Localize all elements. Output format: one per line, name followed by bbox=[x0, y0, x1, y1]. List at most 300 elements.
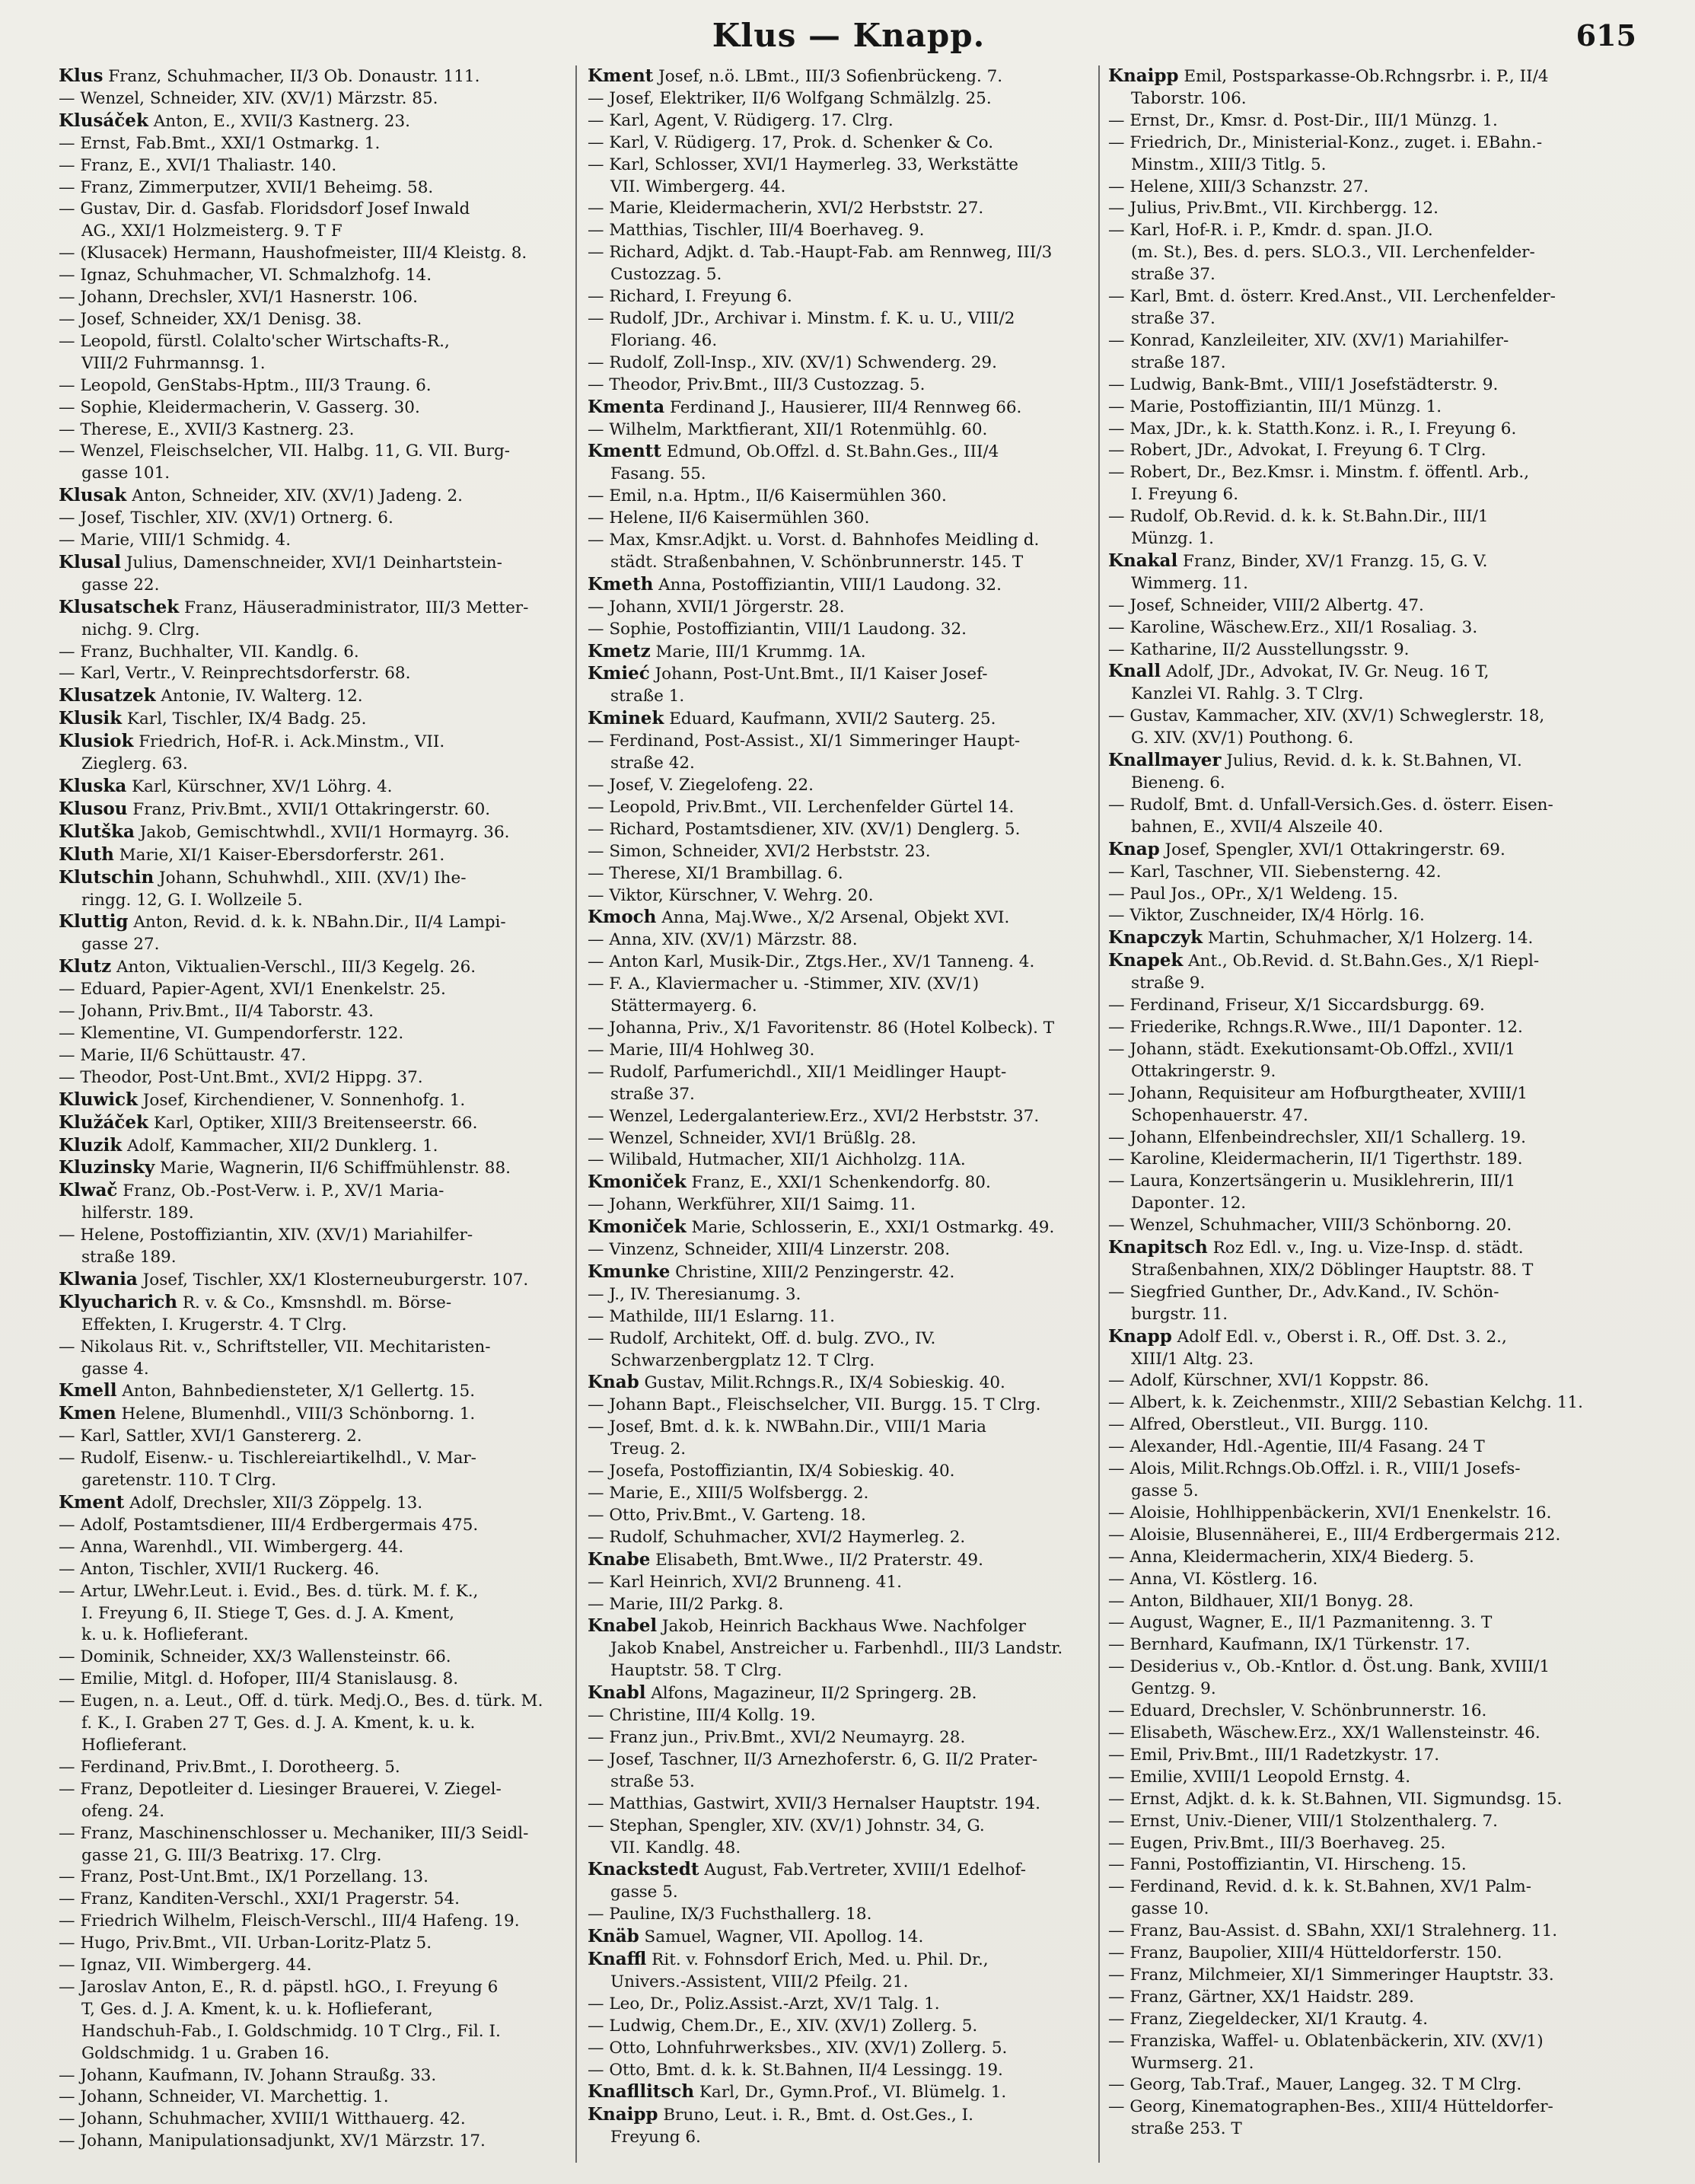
entry-text: Christine, XIII/2 Penzingerstr. 42. bbox=[670, 1262, 955, 1282]
entry-text: — Wenzel, Schuhmacher, VIII/3 Schönborng. 20. bbox=[1108, 1216, 1512, 1235]
directory-entry bbox=[1105, 1899, 1626, 1921]
entry-text: — Ferdinand, Revid. d. k. k. St.Bahnen, XV/1 Palm- bbox=[1108, 1877, 1532, 1897]
entry-text: — Johann, Drechsler, XVI/1 Hasnerstr. 106. bbox=[59, 288, 418, 308]
directory-entry bbox=[56, 1801, 581, 1823]
entry-text: — Josef, Taschner, II/3 Arnezhoferstr. 6, G. II/2 Prater- bbox=[588, 1749, 1038, 1769]
entry-text: — Josefa, Postoffiziantin, IX/4 Sobieskig. 40. bbox=[588, 1462, 955, 1481]
directory-entry bbox=[1105, 2053, 1626, 2075]
directory-entry bbox=[585, 1062, 1110, 1084]
entry-text: — Alois, Milit.Rchngs.Ob.Offzl. i. R., VIII/1 Josefs- bbox=[1108, 1459, 1521, 1479]
entry-text: Hoflieferant. bbox=[81, 1735, 187, 1755]
entry-surname: Klusal bbox=[59, 551, 122, 572]
entry-text: — Anna, VI. Köstlerg. 16. bbox=[1108, 1569, 1318, 1589]
entry-text: — Marie, Kleidermacherin, XVI/2 Herbststr. 27. bbox=[588, 199, 984, 218]
directory-entry bbox=[585, 1306, 1110, 1328]
entry-text: — Alexander, Hdl.-Agentie, III/4 Fasang. 24 T bbox=[1108, 1437, 1485, 1457]
directory-entry bbox=[1105, 1634, 1626, 1656]
entry-text: G. XIV. (XV/1) Pouthong. 6. bbox=[1131, 729, 1354, 748]
directory-entry bbox=[585, 863, 1110, 885]
entry-surname: Kmieć bbox=[588, 663, 650, 684]
entry-surname: Kluska bbox=[59, 776, 127, 796]
directory-entry bbox=[585, 1594, 1110, 1616]
entry-text: Straßenbahnen, XIX/2 Döblinger Hauptstr. 88. T bbox=[1131, 1260, 1534, 1280]
entry-text: — Ernst, Univ.-Diener, VIII/1 Stolzenthalerg. 7. bbox=[1108, 1811, 1499, 1831]
directory-entry bbox=[585, 1439, 1110, 1461]
entry-surname: Klusatschek bbox=[59, 596, 180, 617]
entry-text: — Christine, III/4 Kollg. 19. bbox=[588, 1706, 816, 1726]
entry-text: straße 189. bbox=[81, 1248, 177, 1267]
directory-entry bbox=[56, 1977, 581, 1999]
entry-text: Samuel, Wagner, VII. Apollog. 14. bbox=[639, 1927, 924, 1947]
entry-text: — Johann, Requisiteur am Hofburgtheater, XVIII/1 bbox=[1108, 1083, 1528, 1103]
directory-entry bbox=[56, 1889, 581, 1911]
directory-entry bbox=[1105, 1017, 1626, 1039]
entry-text: — Rudolf, JDr., Archivar i. Minstm. f. K. u. U., VIII/2 bbox=[588, 308, 1015, 328]
entry-text: — Karl, Hof-R. i. P., Kmdr. d. span. JI.O. bbox=[1108, 221, 1433, 241]
directory-entry bbox=[1105, 661, 1626, 684]
directory-entry bbox=[1105, 1525, 1626, 1547]
entry-text: Adolf, Drechsler, XII/3 Zöppelg. 13. bbox=[124, 1494, 423, 1513]
entry-text: Josef, Tischler, XX/1 Klosterneuburgerstr. 107. bbox=[137, 1270, 529, 1290]
directory-entry bbox=[56, 1380, 581, 1403]
directory-entry bbox=[585, 1527, 1110, 1549]
directory-entry bbox=[585, 1572, 1110, 1594]
directory-entry bbox=[585, 1859, 1110, 1882]
directory-entry bbox=[585, 552, 1110, 574]
entry-text: Anton, E., XVII/3 Kastnerg. 23. bbox=[148, 111, 410, 131]
entry-text: — (Klusacek) Hermann, Haushofmeister, III/4 Kleistg. 8. bbox=[59, 244, 527, 263]
entry-text: — Rudolf, Ob.Revid. d. k. k. St.Bahn.Dir., III/1 bbox=[1108, 507, 1489, 527]
directory-entry bbox=[585, 1816, 1110, 1838]
entry-text: Franz, Priv.Bmt., XVII/1 Ottakringerstr. 60. bbox=[127, 799, 491, 819]
directory-entry bbox=[1105, 927, 1626, 950]
directory-entry bbox=[1105, 1612, 1626, 1634]
directory-entry bbox=[585, 308, 1110, 330]
entry-text: Taborstr. 106. bbox=[1131, 88, 1247, 108]
directory-entry bbox=[56, 309, 581, 331]
entry-text: Marie, XI/1 Kaiser-Ebersdorferstr. 261. bbox=[113, 845, 445, 865]
entry-text: — Konrad, Kanzleileiter, XIV. (XV/1) Mariahilfer- bbox=[1108, 330, 1509, 350]
entry-surname: Knapp bbox=[1108, 1325, 1172, 1347]
directory-entry bbox=[1105, 1237, 1626, 1260]
entry-surname: Kluzinsky bbox=[59, 1157, 155, 1178]
entry-text: — Hugo, Priv.Bmt., VII. Urban-Loritz-Platz 5. bbox=[59, 1934, 432, 1953]
directory-entry bbox=[1105, 1723, 1626, 1745]
entry-text: — Emil, Priv.Bmt., III/1 Radetzkystr. 17. bbox=[1108, 1745, 1440, 1765]
entry-text: Eduard, Kaufmann, XVII/2 Sauterg. 25. bbox=[664, 709, 996, 729]
directory-entry bbox=[585, 574, 1110, 597]
directory-entry bbox=[56, 199, 581, 221]
entry-text: — Wilhelm, Marktfierant, XII/1 Rotenmühlg. 60. bbox=[588, 419, 988, 439]
entry-surname: Knackstedt bbox=[588, 1859, 699, 1880]
directory-entry bbox=[56, 287, 581, 309]
directory-entry bbox=[56, 685, 581, 708]
directory-entry bbox=[56, 177, 581, 199]
entry-text: — Johann, Kaufmann, IV. Johann Straußg. 33. bbox=[59, 2065, 437, 2085]
column-1 bbox=[56, 65, 581, 2166]
entry-text: Franz, Ob.-Post-Verw. i. P., XV/1 Maria- bbox=[117, 1181, 444, 1201]
entry-text: straße 253. T bbox=[1131, 2119, 1242, 2139]
entry-text: garetenstr. 110. T Clrg. bbox=[81, 1471, 277, 1491]
page-number: 615 bbox=[1576, 18, 1636, 53]
entry-text: — Viktor, Kürschner, V. Wehrg. 20. bbox=[588, 885, 874, 905]
directory-entry bbox=[585, 1972, 1110, 1994]
entry-text: — Siegfried Gunther, Dr., Adv.Kand., IV. Schön- bbox=[1108, 1282, 1499, 1302]
entry-text: — Ernst, Adjkt. d. k. k. St.Bahnen, VII. Sigmundsg. 15. bbox=[1108, 1789, 1563, 1809]
directory-entry bbox=[585, 1615, 1110, 1638]
entry-text: — Karl, Taschner, VII. Siebensterng. 42. bbox=[1108, 862, 1442, 882]
directory-entry bbox=[1105, 1149, 1626, 1171]
entry-text: — Franziska, Waffel- u. Oblatenbäckerin, XIV. (XV/1) bbox=[1108, 2031, 1544, 2051]
entry-text: Treug. 2. bbox=[610, 1440, 687, 1459]
directory-entry bbox=[585, 819, 1110, 841]
entry-text: R. v. & Co., Kmsnshdl. m. Börse- bbox=[177, 1293, 452, 1312]
entry-text: k. u. k. Hoflieferant. bbox=[81, 1625, 249, 1645]
directory-entry bbox=[585, 375, 1110, 397]
entry-text: gasse 101. bbox=[81, 464, 170, 483]
directory-entry bbox=[1105, 110, 1626, 132]
entry-surname: Knakal bbox=[1108, 550, 1178, 571]
directory-entry bbox=[585, 1194, 1110, 1216]
directory-entry bbox=[1105, 264, 1626, 286]
directory-entry bbox=[1105, 1921, 1626, 1943]
directory-entry bbox=[56, 65, 581, 88]
directory-entry bbox=[1105, 242, 1626, 264]
directory-entry bbox=[585, 1350, 1110, 1373]
entry-text: — Josef, Schneider, XX/1 Denisg. 38. bbox=[59, 309, 362, 329]
directory-entry bbox=[56, 1999, 581, 2021]
entry-text: Josef, n.ö. LBmt., III/3 Sofienbrückeng. 7. bbox=[653, 67, 1003, 86]
entry-surname: Knapczyk bbox=[1108, 927, 1203, 949]
entry-text: — Otto, Bmt. d. k. k. St.Bahnen, II/4 Lessingg. 19. bbox=[588, 2060, 1003, 2080]
directory-entry bbox=[585, 441, 1110, 464]
entry-text: ringg. 12, G. I. Wollzeile 5. bbox=[81, 890, 303, 910]
entry-text: Karl, Optiker, XIII/3 Breitenseerstr. 66. bbox=[148, 1113, 478, 1133]
entry-surname: Knabe bbox=[588, 1548, 651, 1570]
directory-entry bbox=[585, 486, 1110, 508]
directory-entry bbox=[56, 642, 581, 664]
entry-text: — Johann, Manipulationsadjunkt, XV/1 Märzstr. 17. bbox=[59, 2131, 486, 2151]
directory-entry bbox=[1105, 1171, 1626, 1193]
directory-entry bbox=[56, 1669, 581, 1691]
entry-text: Goldschmidg. 1 u. Graben 16. bbox=[81, 2043, 330, 2063]
directory-entry bbox=[56, 397, 581, 419]
entry-text: — Franz, Zimmerputzer, XVII/1 Beheimg. 58. bbox=[59, 177, 434, 197]
entry-text: — Mathilde, III/1 Eslarng. 11. bbox=[588, 1306, 835, 1326]
directory-entry bbox=[585, 132, 1110, 155]
directory-entry bbox=[1105, 1943, 1626, 1965]
entry-text: — Anton, Bildhauer, XII/1 Bonyg. 28. bbox=[1108, 1591, 1414, 1611]
entry-text: Elisabeth, Bmt.Wwe., II/2 Praterstr. 49. bbox=[650, 1550, 983, 1570]
directory-entry bbox=[585, 1461, 1110, 1483]
entry-text: — Josef, Bmt. d. k. k. NWBahn.Dir., VIII/1 Maria bbox=[588, 1417, 986, 1437]
entry-text: — Franz, Bau-Assist. d. SBahn, XXI/1 Stralehnerg. 11. bbox=[1108, 1921, 1558, 1941]
entry-text: nichg. 9. Clrg. bbox=[81, 620, 200, 639]
entry-text: VII. Kandlg. 48. bbox=[610, 1838, 741, 1857]
directory-entry bbox=[585, 330, 1110, 352]
directory-entry bbox=[585, 2016, 1110, 2038]
directory-entry bbox=[585, 974, 1110, 996]
directory-entry bbox=[56, 1112, 581, 1135]
entry-text: — Otto, Priv.Bmt., V. Garteng. 18. bbox=[588, 1505, 866, 1525]
entry-text: — Gustav, Kammacher, XIV. (XV/1) Schweglerstr. 18, bbox=[1108, 706, 1545, 726]
entry-text: — Franz, Baupolier, XIII/4 Hütteldorferstr. 150. bbox=[1108, 1943, 1502, 1963]
entry-text: — Helene, XIII/3 Schanzstr. 27. bbox=[1108, 177, 1369, 196]
entry-text: Ferdinand J., Hausierer, III/4 Rennweg 66. bbox=[664, 397, 1022, 417]
directory-entry bbox=[56, 821, 581, 844]
directory-entry bbox=[1105, 773, 1626, 795]
entry-text: Jakob, Gemischtwhdl., XVII/1 Hormayrg. 36. bbox=[134, 822, 510, 842]
directory-entry bbox=[1105, 1260, 1626, 1282]
entry-text: — Richard, I. Freyung 6. bbox=[588, 287, 792, 307]
directory-entry bbox=[56, 1337, 581, 1359]
entry-text: — Sophie, Postoffiziantin, VIII/1 Laudong. 32. bbox=[588, 619, 967, 639]
entry-text: Jakob, Heinrich Backhaus Wwe. Nachfolger bbox=[657, 1617, 1026, 1637]
entry-text: gasse 22. bbox=[81, 575, 160, 595]
directory-entry bbox=[585, 1505, 1110, 1527]
directory-entry bbox=[56, 1157, 581, 1180]
entry-text: Anton, Viktualien-Verschl., III/3 Kegelg. 26. bbox=[111, 958, 476, 977]
entry-text: straße 37. bbox=[1131, 265, 1215, 285]
directory-entry bbox=[585, 797, 1110, 819]
entry-text: — Karl, Agent, V. Rüdigerg. 17. Clrg. bbox=[588, 110, 894, 130]
entry-surname: Kmunke bbox=[588, 1261, 671, 1282]
entry-text: — Bernhard, Kaufmann, IX/1 Türkenstr. 17. bbox=[1108, 1635, 1470, 1655]
entry-surname: Klusik bbox=[59, 708, 123, 729]
entry-text: I. Freyung 6. bbox=[1131, 485, 1239, 505]
directory-entry bbox=[585, 419, 1110, 442]
entry-text: — Aloisie, Hohlhippenbäckerin, XVI/1 Enenkelstr. 16. bbox=[1108, 1503, 1552, 1522]
directory-entry bbox=[56, 1757, 581, 1779]
entry-text: Adolf Edl. v., Oberst i. R., Off. Dst. 3. 2., bbox=[1171, 1327, 1507, 1347]
directory-entry bbox=[585, 88, 1110, 110]
entry-text: — Karl, Bmt. d. österr. Kred.Anst., VII. Lerchenfelder- bbox=[1108, 287, 1556, 307]
entry-text: hilferstr. 189. bbox=[81, 1204, 194, 1223]
directory-entry bbox=[56, 331, 581, 353]
entry-text: Franz, Schuhmacher, II/3 Ob. Donaustr. 111. bbox=[103, 67, 480, 86]
entry-text: — Anton Karl, Musik-Dir., Ztgs.Her., XV/1 Tanneng. 4. bbox=[588, 952, 1035, 972]
directory-entry bbox=[1105, 1083, 1626, 1105]
entry-text: — Viktor, Zuschneider, IX/4 Hörlg. 16. bbox=[1108, 906, 1425, 926]
entry-text: — Marie, Postoffiziantin, III/1 Münzg. 1. bbox=[1108, 397, 1442, 416]
directory-entry bbox=[585, 597, 1110, 619]
directory-entry bbox=[1105, 839, 1626, 862]
entry-text: — Marie, III/2 Parkg. 8. bbox=[588, 1594, 784, 1614]
directory-entry bbox=[56, 1470, 581, 1492]
entry-surname: Kmetz bbox=[588, 640, 651, 662]
directory-entry bbox=[585, 352, 1110, 375]
directory-entry bbox=[56, 1537, 581, 1559]
directory-entry bbox=[56, 530, 581, 552]
page-title: Klus — Knapp. bbox=[712, 17, 986, 54]
directory-entry bbox=[1105, 1854, 1626, 1876]
directory-entry bbox=[1105, 617, 1626, 639]
directory-entry bbox=[585, 1149, 1110, 1172]
entry-text: — Alfred, Oberstleut., VII. Burgg. 110. bbox=[1108, 1415, 1429, 1435]
directory-entry bbox=[56, 956, 581, 979]
entry-text: — Rudolf, Parfumerichdl., XII/1 Meidlinger Haupt- bbox=[588, 1062, 1007, 1082]
entry-text: Josef, Spengler, XVI/1 Ottakringerstr. 69. bbox=[1159, 840, 1505, 859]
entry-text: Münzg. 1. bbox=[1131, 529, 1214, 549]
entry-text: Adolf, JDr., Advokat, IV. Gr. Neug. 16 T, bbox=[1161, 662, 1489, 682]
directory-entry bbox=[1105, 1569, 1626, 1591]
entry-text: — Anna, Warenhdl., VII. Wimbergerg. 44. bbox=[59, 1537, 404, 1557]
directory-entry bbox=[1105, 750, 1626, 773]
entry-text: — Matthias, Tischler, III/4 Boerhaveg. 9. bbox=[588, 221, 925, 241]
entry-text: gasse 10. bbox=[1131, 1899, 1209, 1919]
entry-text: — Karl, Vertr., V. Reinprechtsdorferstr. 68. bbox=[59, 664, 411, 684]
directory-entry bbox=[585, 641, 1110, 664]
directory-entry bbox=[1105, 506, 1626, 528]
directory-entry bbox=[1105, 1414, 1626, 1436]
entry-text: — Rudolf, Bmt. d. Unfall-Versich.Ges. d. österr. Eisen- bbox=[1108, 795, 1553, 815]
directory-entry bbox=[1105, 1392, 1626, 1414]
entry-text: gasse 5. bbox=[1131, 1481, 1199, 1500]
directory-entry bbox=[56, 485, 581, 508]
directory-entry bbox=[1105, 550, 1626, 573]
entry-text: — Franz, Maschinenschlosser u. Mechaniker, III/3 Seidl- bbox=[59, 1823, 529, 1843]
directory-entry bbox=[1105, 177, 1626, 199]
entry-text: Bruno, Leut. i. R., Bmt. d. Ost.Ges., I. bbox=[658, 2106, 973, 2125]
directory-entry bbox=[56, 1933, 581, 1955]
entry-text: — Marie, VIII/1 Schmidg. 4. bbox=[59, 531, 292, 550]
entry-text: — Franz, Depotleiter d. Liesinger Brauerei, V. Ziegel- bbox=[59, 1779, 502, 1799]
entry-surname: Knaffl bbox=[588, 1949, 647, 1970]
entry-text: — Max, JDr., k. k. Statth.Konz. i. R., I. Freyung 6. bbox=[1108, 419, 1517, 438]
entry-text: — Aloisie, Blusennäherei, E., III/4 Erdbergermais 212. bbox=[1108, 1525, 1561, 1545]
entry-text: — Franz, Ziegeldecker, XI/1 Krautg. 4. bbox=[1108, 2009, 1429, 2029]
entry-text: Anton, Schneider, XIV. (XV/1) Jadeng. 2. bbox=[126, 486, 464, 506]
directory-entry bbox=[585, 198, 1110, 220]
directory-entry bbox=[56, 799, 581, 821]
directory-entry bbox=[585, 1284, 1110, 1306]
directory-entry bbox=[1105, 1349, 1626, 1371]
directory-entry bbox=[585, 155, 1110, 177]
entry-text: — Karl, Schlosser, XVI/1 Haymerleg. 33, Werkstätte bbox=[588, 155, 1018, 174]
entry-surname: Kment bbox=[588, 65, 654, 86]
directory-entry bbox=[1105, 308, 1626, 330]
directory-entry bbox=[56, 1515, 581, 1537]
entry-text: — Emil, n.a. Hptm., II/6 Kaisermühlen 360. bbox=[588, 486, 947, 506]
directory-entry bbox=[585, 1705, 1110, 1727]
entry-text: — Leo, Dr., Poliz.Assist.-Arzt, XV/1 Talg. 1. bbox=[588, 1994, 940, 2013]
entry-text: Karl, Kürschner, XV/1 Löhrg. 4. bbox=[126, 777, 393, 796]
entry-surname: Kluzik bbox=[59, 1134, 123, 1156]
directory-entry bbox=[56, 133, 581, 155]
entry-text: Friedrich, Hof-R. i. Ack.Minstm., VII. bbox=[133, 732, 445, 752]
entry-text: — Emilie, XVIII/1 Leopold Ernstg. 4. bbox=[1108, 1767, 1411, 1787]
entry-text: — Ludwig, Chem.Dr., E., XIV. (XV/1) Zollerg. 5. bbox=[588, 2016, 978, 2036]
entry-text: — Matthias, Gastwirt, XVII/3 Hernalser Hauptstr. 194. bbox=[588, 1793, 1040, 1813]
directory-entry bbox=[1105, 462, 1626, 484]
entry-text: — Marie, E., XIII/5 Wolfsbergg. 2. bbox=[588, 1484, 869, 1503]
entry-text: gasse 21, G. III/3 Beatrixg. 17. Clrg. bbox=[81, 1845, 382, 1865]
entry-surname: Klwania bbox=[59, 1268, 138, 1290]
page-header bbox=[53, 17, 1644, 70]
entry-text: f. K., I. Graben 27 T, Ges. d. J. A. Kment, k. u. k. bbox=[81, 1714, 476, 1733]
entry-text: — Josef, Schneider, VIII/2 Albertg. 47. bbox=[1108, 595, 1424, 615]
entry-text: — Desiderius v., Ob.-Kntlor. d. Öst.ung. Bank, XVIII/1 bbox=[1108, 1657, 1550, 1677]
entry-text: Johann, Post-Unt.Bmt., II/1 Kaiser Josef- bbox=[649, 665, 988, 684]
directory-entry bbox=[56, 597, 581, 620]
entry-text: — Nikolaus Rit. v., Schriftsteller, VII. Mechitaristen- bbox=[59, 1337, 491, 1357]
directory-entry bbox=[1105, 1304, 1626, 1326]
directory-entry bbox=[56, 1492, 581, 1515]
directory-entry bbox=[56, 419, 581, 442]
directory-entry bbox=[56, 1067, 581, 1089]
directory-entry bbox=[585, 1904, 1110, 1926]
directory-entry bbox=[585, 1727, 1110, 1749]
entry-text: Roz Edl. v., Ing. u. Vize-Insp. d. städt. bbox=[1207, 1239, 1524, 1258]
entry-text: Bieneng. 6. bbox=[1131, 773, 1225, 792]
directory-entry bbox=[585, 1638, 1110, 1660]
entry-text: — Sophie, Kleidermacherin, V. Gasserg. 30. bbox=[59, 397, 420, 417]
entry-text: — Franz, Kanditen-Verschl., XXI/1 Pragerstr. 54. bbox=[59, 1889, 460, 1909]
column-3 bbox=[1105, 65, 1626, 2166]
directory-entry bbox=[1105, 2074, 1626, 2096]
directory-entry bbox=[56, 2131, 581, 2153]
directory-entry bbox=[1105, 2031, 1626, 2053]
entry-text: Wimmerg. 11. bbox=[1131, 573, 1248, 593]
entry-text: Franz, E., XXI/1 Schenkendorfg. 80. bbox=[686, 1173, 991, 1193]
entry-text: — Johann, städt. Exekutionsamt-Ob.Offzl., XVII/1 bbox=[1108, 1039, 1515, 1059]
directory-entry bbox=[1105, 1811, 1626, 1833]
entry-text: straße 37. bbox=[1131, 308, 1215, 328]
directory-entry bbox=[56, 2065, 581, 2087]
directory-entry bbox=[1105, 595, 1626, 617]
directory-entry bbox=[1105, 528, 1626, 550]
entry-text: Adolf, Kammacher, XII/2 Dunklerg. 1. bbox=[122, 1136, 438, 1156]
directory-entry bbox=[1105, 1193, 1626, 1215]
entry-text: Julius, Revid. d. k. k. St.Bahnen, VI. bbox=[1221, 751, 1522, 771]
entry-text: — Pauline, IX/3 Fuchsthallerg. 18. bbox=[588, 1905, 872, 1924]
entry-text: — Johanna, Priv., X/1 Favoritenstr. 86 (Hotel Kolbeck). T bbox=[588, 1018, 1055, 1038]
entry-surname: Knabel bbox=[588, 1615, 658, 1637]
entry-text: — Katharine, II/2 Ausstellungsstr. 9. bbox=[1108, 639, 1410, 659]
entry-text: — Rudolf, Eisenw.- u. Tischlereiartikelhdl., V. Mar- bbox=[59, 1449, 476, 1468]
entry-text: Franz, Häuseradministrator, III/3 Metter- bbox=[179, 598, 529, 617]
directory-entry bbox=[1105, 817, 1626, 839]
directory-entry bbox=[56, 1023, 581, 1045]
entry-text: Franz, Binder, XV/1 Franzg. 15, G. V. bbox=[1177, 551, 1488, 571]
directory-entry bbox=[56, 375, 581, 397]
entry-surname: Klužáček bbox=[59, 1111, 148, 1133]
directory-entry bbox=[1105, 1876, 1626, 1899]
directory-entry bbox=[1105, 1789, 1626, 1811]
entry-text: — Johann, Schuhmacher, XVIII/1 Witthauerg. 42. bbox=[59, 2109, 466, 2129]
directory-entry bbox=[1105, 1591, 1626, 1613]
directory-entry bbox=[56, 1001, 581, 1023]
entry-text: — Georg, Tab.Traf., Mauer, Langeg. 32. T M Clrg. bbox=[1108, 2075, 1522, 2095]
directory-entry bbox=[585, 929, 1110, 952]
entry-text: Edmund, Ob.Offzl. d. St.Bahn.Ges., III/4 bbox=[661, 442, 999, 462]
entry-text: Emil, Postsparkasse-Ob.Rchngsrbr. i. P., II/4 bbox=[1178, 67, 1549, 86]
entry-surname: Klus bbox=[59, 65, 104, 86]
entry-text: — Friedrich, Dr., Ministerial-Konz., zuget. i. EBahn.- bbox=[1108, 132, 1543, 152]
directory-entry bbox=[56, 754, 581, 776]
entry-text: — Josef, Elektriker, II/6 Wolfgang Schmälzlg. 25. bbox=[588, 88, 992, 108]
directory-entry bbox=[585, 397, 1110, 419]
entry-surname: Kmen bbox=[59, 1403, 116, 1424]
entry-surname: Klutschin bbox=[59, 866, 155, 888]
entry-surname: Knapek bbox=[1108, 950, 1184, 971]
directory-entry bbox=[56, 776, 581, 799]
entry-surname: Kmell bbox=[59, 1380, 117, 1401]
entry-text: — Franz, E., XVI/1 Thaliastr. 140. bbox=[59, 155, 337, 175]
entry-text: gasse 27. bbox=[81, 935, 160, 955]
directory-entry bbox=[1105, 1282, 1626, 1304]
entry-text: VII. Wimbergerg. 44. bbox=[610, 177, 786, 196]
